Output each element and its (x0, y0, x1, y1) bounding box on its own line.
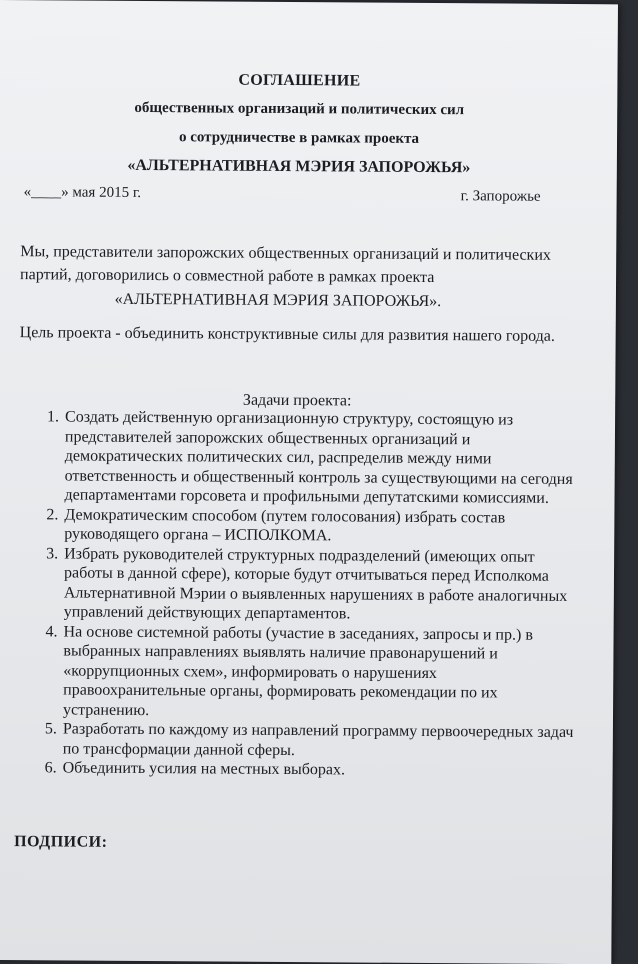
goal-paragraph: Цель проекта - объединить конструктивные силы для развития нашего города. (19, 324, 555, 345)
task-item: 1. Создать действенную организационную структуру, состоящую из представителей запорожских общественных организаций и демократических политических сил, распределив между ними ответственность и общественный контроль за существующими на сегодня департаментами горсовета и профильными депутатскими комиссиями. (62, 407, 579, 508)
project-name: «АЛЬТЕРНАТИВНАЯ МЭРИЯ ЗАПОРОЖЬЯ» (127, 156, 471, 177)
document-city: г. Запорожье (460, 188, 541, 205)
task-item: 2. Демократическим способом (путем голосования) избрать состав руководящего органа – ИСПОЛКОМА. (62, 505, 578, 548)
task-item: 6. Объединить усилия на местных выборах. (61, 758, 577, 781)
tasks-list (17, 407, 580, 781)
tasks-heading: Задачи проекта: (242, 391, 352, 410)
document-date: «____» мая 2015 г. (23, 184, 142, 201)
task-item: 3. Избрать руководителей структурных подразделений (имеющих опыт работы в данной сфере), которые будут отчитываться перед Исполкома Альтернативной Мэрии о выявленных нарушениях в работе аналогичных управлений действующих департаментов. (62, 544, 579, 626)
intro-paragraph: Мы, представители запорожских общественных организаций и политических партий, договорились о совместной работе в рамках проекта (20, 243, 551, 287)
intro-project-name: «АЛЬТЕРНАТИВНАЯ МЭРИЯ ЗАПОРОЖЬЯ». (114, 290, 442, 311)
document-subtitle-2: о сотрудничестве в рамках проекта (178, 129, 420, 147)
document-title: СОГЛАШЕНИЕ (238, 71, 361, 90)
signatures-heading: ПОДПИСИ: (14, 833, 108, 851)
document-subtitle: общественных организаций и политических сил (134, 99, 465, 119)
task-item: 4. На основе системной работы (участие в заседаниях, запросы и пр.) в выбранных направлениях выявлять наличие правонарушений и «коррупционных схем», информировать о нарушениях правоохранительные органы, формировать рекомендации по их устранению. (61, 622, 578, 723)
task-item: 5. Разработать по каждому из направлений программу первоочередных задач по трансформации данной сферы. (61, 719, 577, 762)
